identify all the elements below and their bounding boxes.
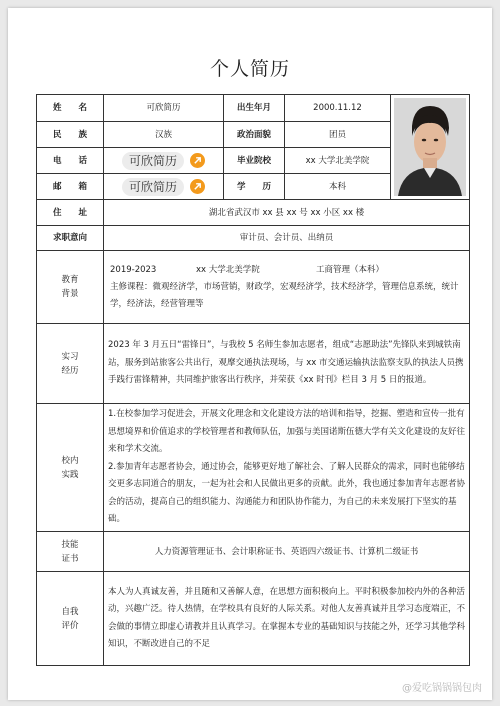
- ethnicity-value: 汉族: [104, 122, 224, 148]
- evaluation-text: 本人为人真诚友善，并且随和又善解人意，在思想方面积极向上。平时积极参加校内外的各种活动，兴趣广泛。待人热情，在学校具有良好的人际关系。对他人友善真诚并且学习态度端正，不会做的事情立即虚心请教并且认真学习。在掌握本专业的基础知识与技能之外，还学习其他学科知识，不断改进自己的不足: [108, 586, 466, 649]
- education-period: 2019-2023: [110, 264, 157, 275]
- political-label: 政治面貌: [224, 122, 285, 148]
- internship-text: 2023 年 3 月五日“雷锋日”，与我校 5 名师生参加志愿者，组成“志愿助法”先锋队来到城铁南站，服务到站旅客公共出行，观摩交通执法现场，与 xx 市交通运输执法监察支队的执法人员携手践行雷锋精神，共同维护旅客出行秩序，并荣获《xx 时刊》栏目 3 月 5 日的报道。: [108, 340, 464, 386]
- arrow-up-right-icon[interactable]: [190, 179, 205, 194]
- internship-content: [104, 324, 470, 404]
- watermark: @爱吃锅锅锅包肉: [402, 683, 482, 694]
- education-row: [110, 262, 463, 279]
- campus-item-1: 1.在校参加学习促进会，开展文化理念和文化建设方法的培训和指导，挖掘、塑造和宣传一批有思想境界和价值追求的学校管理者和教师队伍，加强与美国诺斯伍德大学有关文化建设的友好往来和学术交流。: [108, 409, 466, 455]
- campus-item-2: 2.参加青年志愿者协会，通过协会，能够更好地了解社会、了解人民群众的需求，同时也能够结交更多志同道合的朋友，一起为社会和人民做出更多的贡献。此外，我也通过参加青年志愿者协会的活动，提高自己的组织能力、沟通能力和团队协作能力，为自己的未来发展打下坚实的基础。: [108, 461, 466, 525]
- email-value: 可欣简历: [122, 178, 184, 196]
- skills-value: 人力资源管理证书、会计职称证书、英语四六级证书、计算机二级证书: [104, 532, 470, 572]
- education-major: 工商管理（本科）: [316, 264, 385, 275]
- arrow-up-right-icon[interactable]: [190, 153, 205, 168]
- photo-cell: [391, 95, 470, 200]
- email-contact[interactable]: [122, 178, 205, 196]
- name-value: 可欣简历: [104, 95, 224, 122]
- resume-table: [36, 94, 470, 666]
- education-courses: 主修课程：微观经济学，市场营销，财政学，宏观经济学，技术经济学，管理信息系统，统计学，经济法，经营管理等: [110, 281, 459, 309]
- degree-label: 学 历: [224, 174, 285, 200]
- name-label: 姓 名: [37, 95, 104, 122]
- phone-value: 可欣简历: [122, 152, 184, 170]
- education-content: [104, 251, 470, 324]
- campus-content: [104, 404, 470, 532]
- education-school: xx 大学北美学院: [196, 264, 260, 275]
- evaluation-content: [104, 572, 470, 666]
- email-cell: [104, 174, 224, 200]
- job-value: 审计员、会计员、出纳员: [104, 226, 470, 251]
- page-title: 个人简历: [209, 58, 290, 80]
- campus-label: 校内 实践: [37, 404, 104, 532]
- phone-contact[interactable]: [122, 152, 205, 170]
- profile-photo: [394, 98, 466, 196]
- phone-label: 电 话: [37, 148, 104, 174]
- skills-label: 技能 证书: [37, 532, 104, 572]
- degree-value: 本科: [285, 174, 391, 200]
- ethnicity-label: 民 族: [37, 122, 104, 148]
- birth-label: 出生年月: [224, 95, 285, 122]
- job-label: 求职意向: [37, 226, 104, 251]
- school-value: xx 大学北美学院: [285, 148, 391, 174]
- political-value: 团员: [285, 122, 391, 148]
- birth-value: 2000.11.12: [285, 95, 391, 122]
- internship-label: 实习 经历: [37, 324, 104, 404]
- resume-page: [8, 8, 492, 700]
- phone-cell: [104, 148, 224, 174]
- education-label: 教育 背景: [37, 251, 104, 324]
- address-value: 湖北省武汉市 xx 县 xx 号 xx 小区 xx 楼: [104, 200, 470, 226]
- evaluation-label: 自我 评价: [37, 572, 104, 666]
- school-label: 毕业院校: [224, 148, 285, 174]
- address-label: 住 址: [37, 200, 104, 226]
- email-label: 邮 箱: [37, 174, 104, 200]
